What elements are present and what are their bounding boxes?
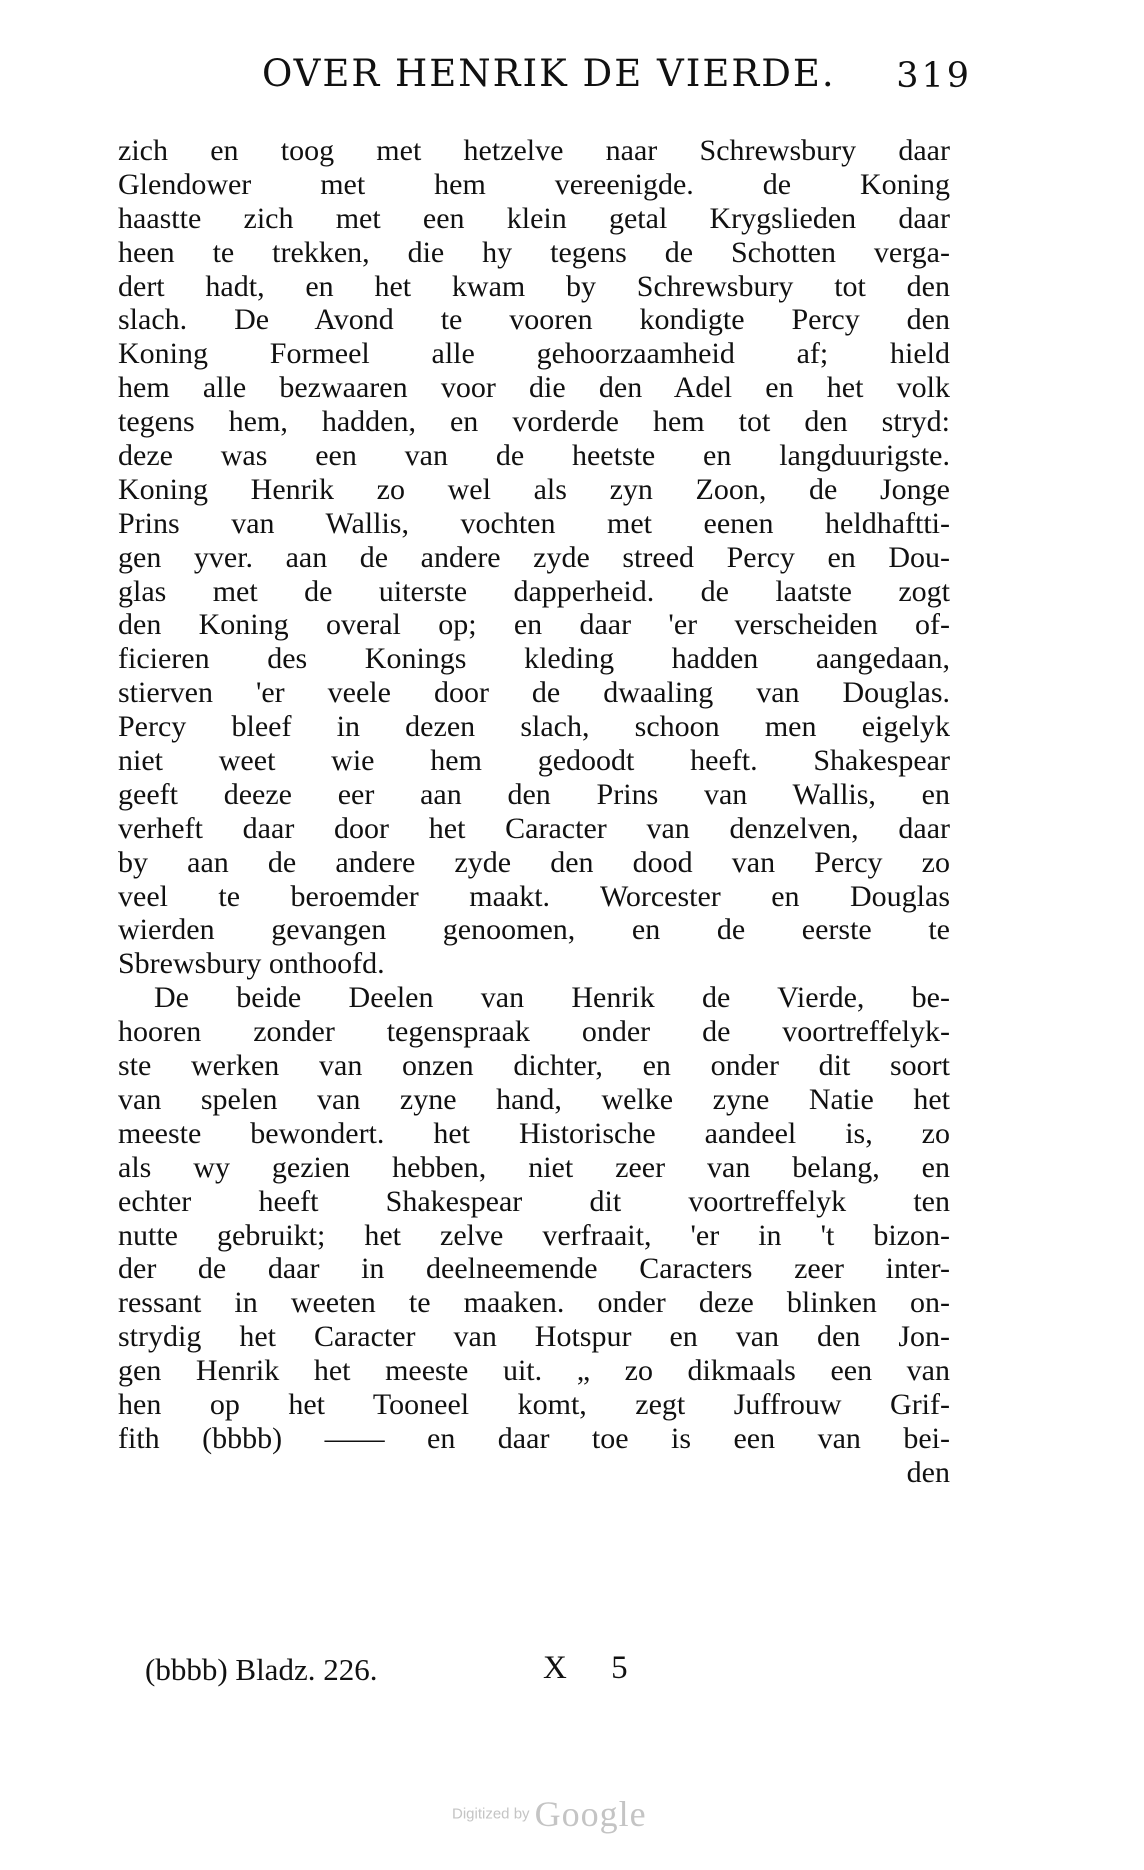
text-line: strydig het Caracter van Hotspur en van den Jon- xyxy=(118,1320,950,1354)
text-line: gen Henrik het meeste uit. „ zo dikmaals een van xyxy=(118,1354,950,1388)
text-line: stierven 'er veele door de dwaaling van Douglas. xyxy=(118,676,950,710)
text-line: dert hadt, en het kwam by Schrewsbury tot den xyxy=(118,269,950,303)
text-line: meeste bewondert. het Historische aandeel is, zo xyxy=(118,1116,950,1150)
digitized-watermark xyxy=(452,1793,712,1833)
footnote: (bbbb) Bladz. 226. xyxy=(145,1652,378,1687)
signature-mark: X 5 xyxy=(543,1650,646,1686)
text-line: niet weet wie hem gedoodt heeft. Shakespear xyxy=(118,744,950,778)
text-line: ressant in weeten te maaken. onder deze blinken on- xyxy=(118,1286,950,1320)
text-line: der de daar in deelneemende Caracters zeer inter- xyxy=(118,1252,950,1286)
text-line: glas met de uiterste dapperheid. de laatste zogt xyxy=(118,574,950,608)
text-line: slach. De Avond te vooren kondigte Percy den xyxy=(118,303,950,337)
google-logo: Google xyxy=(534,1794,647,1834)
page-number: 319 xyxy=(896,56,972,96)
text-line: hooren zonder tegenspraak onder de voortreffelyk- xyxy=(118,1015,950,1049)
text-line: hem alle bezwaaren voor die den Adel en het volk xyxy=(118,371,950,405)
text-line: Percy bleef in dezen slach, schoon men eigelyk xyxy=(118,710,950,744)
text-line: haastte zich met een klein getal Krygslieden daar xyxy=(118,201,950,235)
text-line: geeft deeze eer aan den Prins van Wallis, en xyxy=(118,777,950,811)
text-line: Prins van Wallis, vochten met eenen heldhaftti- xyxy=(118,506,950,540)
running-head-title: OVER HENRIK DE VIERDE. xyxy=(262,52,836,95)
text-line: deze was een van de heetste en langduurigste. xyxy=(118,439,950,473)
text-line: fith (bbbb) —— en daar toe is een van bei- xyxy=(118,1421,950,1455)
text-line: tegens hem, hadden, en vorderde hem tot den stryd: xyxy=(118,405,950,439)
text-line: van spelen van zyne hand, welke zyne Natie het xyxy=(118,1082,950,1116)
text-line: gen yver. aan de andere zyde streed Percy en Dou- xyxy=(118,540,950,574)
text-line: Koning Formeel alle gehoorzaamheid af; hield xyxy=(118,337,950,371)
page-footer xyxy=(145,1652,745,1696)
text-line: verheft daar door het Caracter van denzelven, daar xyxy=(118,811,950,845)
text-line: ste werken van onzen dichter, en onder dit soort xyxy=(118,1049,950,1083)
text-line: Koning Henrik zo wel als zyn Zoon, de Jonge xyxy=(118,472,950,506)
text-line: by aan de andere zyde den dood van Percy zo xyxy=(118,845,950,879)
text-line: De beide Deelen van Henrik de Vierde, be- xyxy=(154,981,950,1015)
text-line: wierden gevangen genoomen, en de eerste te xyxy=(118,913,950,947)
text-line: zich en toog met hetzelve naar Schrewsbury daar xyxy=(118,134,950,167)
text-line: Glendower met hem vereenigde. de Koning xyxy=(118,167,950,201)
text-line: hen op het Tooneel komt, zegt Juffrouw Grif- xyxy=(118,1387,950,1421)
body-text xyxy=(118,134,950,1654)
text-line: ficieren des Konings kleding hadden aangedaan, xyxy=(118,642,950,676)
text-line: veel te beroemder maakt. Worcester en Douglas xyxy=(118,879,950,913)
text-line: Sbrewsbury onthoofd. xyxy=(118,947,385,981)
text-line: heen te trekken, die hy tegens de Schotten verga- xyxy=(118,235,950,269)
text-line: den Koning overal op; en daar 'er verscheiden of- xyxy=(118,608,950,642)
text-line: echter heeft Shakespear dit voortreffelyk ten xyxy=(118,1184,950,1218)
running-head xyxy=(262,52,972,102)
watermark-prefix: Digitized by xyxy=(452,1805,530,1823)
text-line: nutte gebruikt; het zelve verfraait, 'er in 't bizon- xyxy=(118,1218,950,1252)
catchword: den xyxy=(906,1455,950,1489)
text-line: als wy gezien hebben, niet zeer van belang, en xyxy=(118,1150,950,1184)
